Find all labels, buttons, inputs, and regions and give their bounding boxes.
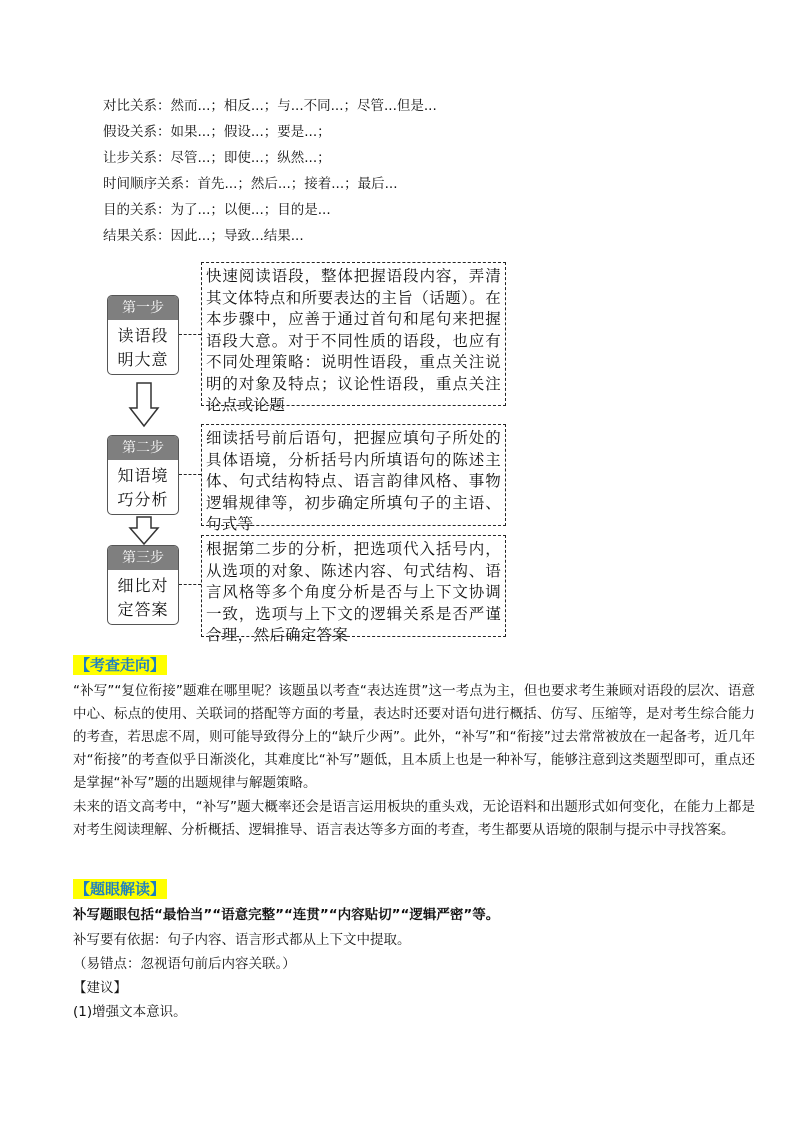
step-2-description: 细读括号前后语句，把握应填句子所处的具体语境，分析括号内所填语句的陈述主体、句式结构特点、语言韵律风格、事物逻辑规律等，初步确定所填句子的主语、句式等 [201,424,506,526]
section-title-keyword-reading: 【题眼解读】 [75,880,166,898]
step-2-body: 知语境巧分析 [117,466,169,509]
step-2-head: 第二步 [108,436,178,460]
paragraph-exam-trend-1: “补写”“复位衔接”题难在哪里呢？该题虽以考查“表达连贯”这一考点为主，但也要求考生兼顾对语段的层次、语意中心、标点的使用、关联词的搭配等方面的考量，表达时还要对语句进行概括、仿写、压缩等，是对考生综合能力的考查，若思虑不周，则可能导致得分上的“缺斤少两”。此外，“补写”和“衔接”过去常常被放在一起备考，近几年对“衔接”的考查似乎日渐淡化，其难度比“补写”题低，且本质上也是一种补写，能够注意到这类题型即可，重点还是掌握“补写”题的出题规律与解题策略。 [73,683,755,791]
relation-concession: 让步关系：尽管...；即使...；纵然...； [103,150,331,166]
relation-contrast: 对比关系：然而...；相反...；与...不同...；尽管...但是... [103,98,437,114]
step-3-box [107,545,179,625]
down-arrow-icon [128,516,160,546]
step-2-box [107,435,179,515]
error-point-line: （易错点：忽视语句前后内容关联。） [73,956,296,972]
step-1-description: 快速阅读语段，整体把握语段内容，弄清其文体特点和所要表达的主旨（话题）。在本步骤中，应善于通过首句和尾句来把握语段大意。对于不同性质的语段，也应有不同处理策略：说明性语段，重点关注说明的对象及特点；议论性语段，重点关注论点或论题 [201,262,506,406]
keyword-bold-line: 补写题眼包括“最恰当”“语意完整”“连贯”“内容贴切”“逻辑严密”等。 [73,907,500,923]
step-3-connector [179,584,201,585]
basis-line: 补写要有依据：句子内容、语言形式都从上下文中提取。 [73,932,411,948]
relation-hypothesis: 假设关系：如果...；假设...；要是...； [103,124,331,140]
step-3-description: 根据第二步的分析，把选项代入括号内，从选项的对象、陈述内容、句式结构、语言风格等多个角度分析是否与上下文协调一致，选项与上下文的逻辑关系是否严谨合理，然后确定答案 [201,535,506,637]
paragraph-exam-trend-2: 未来的语文高考中，“补写”题大概率还会是语言运用板块的重头戏，无论语料和出题形式如何变化，在能力上都是对考生阅读理解、分析概括、逻辑推导、语言表达等多方面的考查，考生都要从语境的限制与提示中寻找答案。 [73,799,755,838]
step-1-body: 读语段明大意 [117,326,169,369]
relation-time-order: 时间顺序关系：首先...；然后...；接着...；最后... [103,176,398,192]
step-3-body: 细比对定答案 [117,576,169,619]
down-arrow-icon [128,382,160,428]
step-2-connector [179,474,201,475]
section-title-exam-trend: 【考查走向】 [75,656,166,674]
suggestion-heading: 【建议】 [73,980,127,996]
step-1-connector [179,334,201,335]
relation-result: 结果关系：因此...；导致...结果... [103,228,304,244]
step-1-head: 第一步 [108,296,178,320]
step-1-box [107,295,179,375]
relation-purpose: 目的关系：为了...；以便...；目的是... [103,202,331,218]
suggestion-item-1: (1)增强文本意识。 [73,1004,187,1020]
step-3-head: 第三步 [108,546,178,570]
